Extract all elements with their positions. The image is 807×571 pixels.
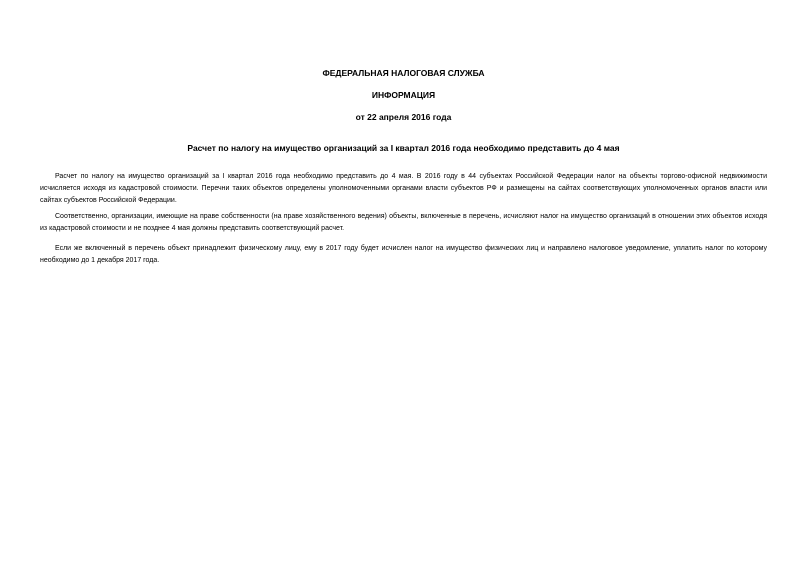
agency-name: ФЕДЕРАЛЬНАЯ НАЛОГОВАЯ СЛУЖБА — [322, 68, 485, 78]
document-date: от 22 апреля 2016 года — [355, 112, 452, 122]
document-type: ИНФОРМАЦИЯ — [371, 90, 436, 100]
body-paragraph: Расчет по налогу на имущество организаций за I квартал 2016 года необходимо представить до 4 мая. В 2016 году в 44 субъектах Российской Федерации налог на объекты торгово-офисной недвижимости исчисляется исходя из кадастровой стоимости. Перечни таких объектов определены уполномоченными органами власти субъектов РФ и размещены на сайтах соответствующих уполномоченных органов власти или сайтах субъектов Российской Федерации. — [40, 173, 767, 204]
body-paragraph: Если же включенный в перечень объект принадлежит физическому лицу, ему в 2017 году будет исчислен налог на имущество физических лиц и направлено налоговое уведомление, уплатить налог по которому необходимо до 1 декабря 2017 года. — [40, 245, 767, 264]
document-title: Расчет по налогу на имущество организаций за I квартал 2016 года необходимо представить до 4 мая — [187, 143, 620, 153]
body-paragraph: Соответственно, организации, имеющие на праве собственности (на праве хозяйственного ведения) объекты, включенные в перечень, исчисляют налог на имущество организаций в отношении этих объектов исходя из кадастровой стоимости и не позднее 4 мая должны представить соответствующий расчет. — [40, 213, 767, 232]
